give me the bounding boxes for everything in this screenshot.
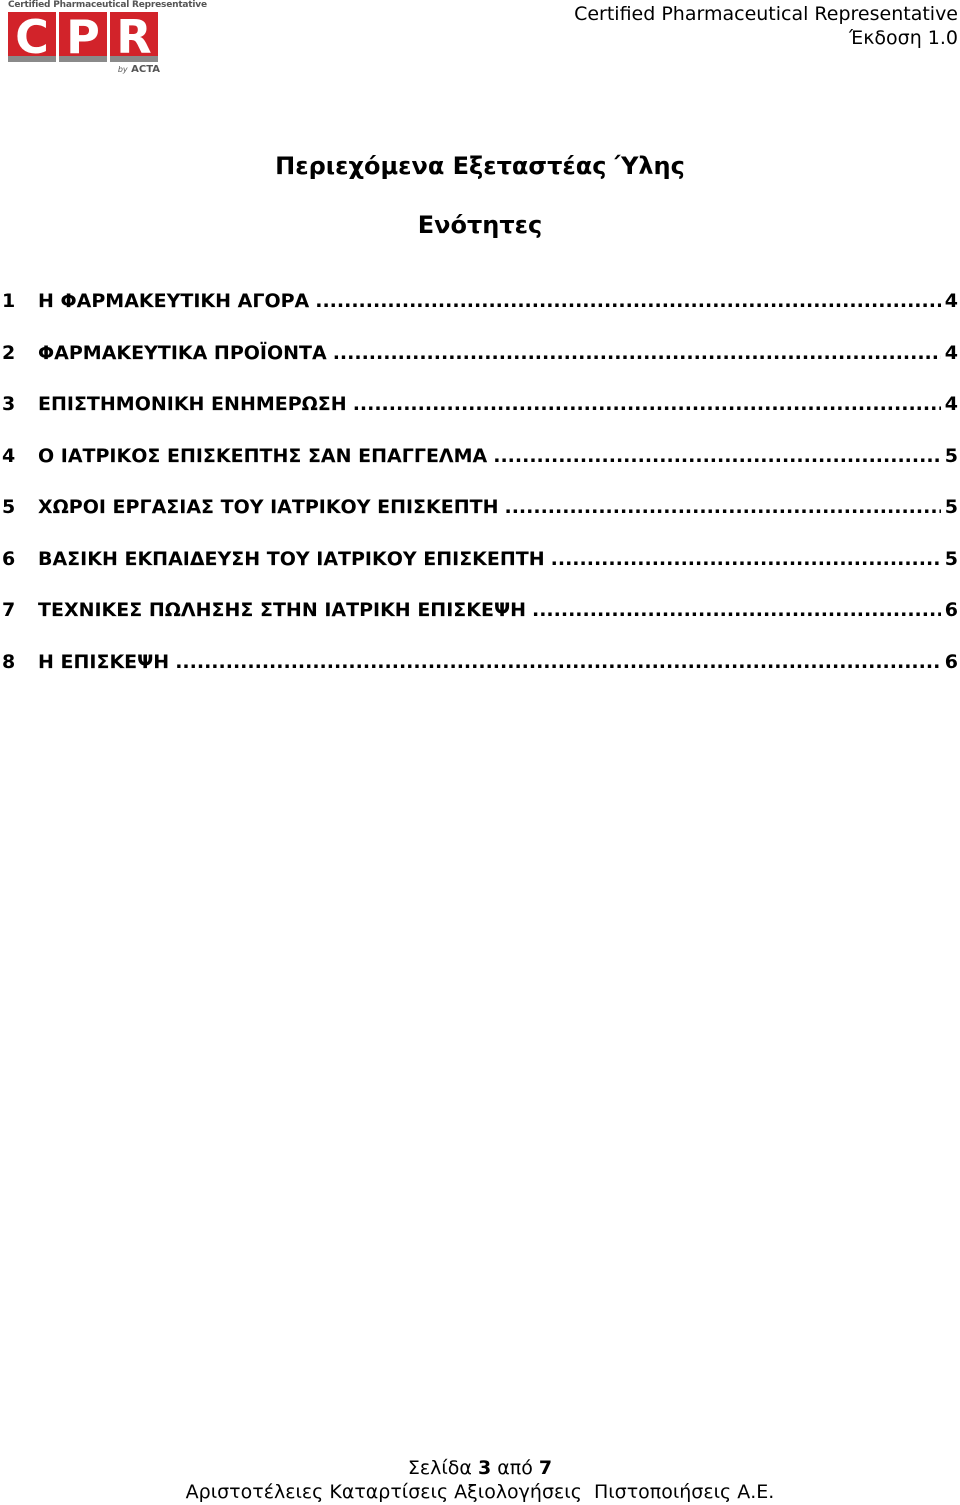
logo-letters bbox=[8, 12, 162, 62]
toc-title: Ο ΙΑΤΡΙΚΟΣ ΕΠΙΣΚΕΠΤΗΣ ΣΑΝ ΕΠΑΓΓΕΛΜΑ bbox=[38, 444, 488, 467]
toc-leader-dots bbox=[175, 651, 941, 673]
company-name: Αριστοτέλειες Καταρτίσεις Αξιολογήσεις Πιστοποιήσεις Α.Ε. bbox=[185, 1481, 775, 1503]
toc-title: ΦΑΡΜΑΚΕΥΤΙΚΑ ΠΡΟΪΟΝΤΑ bbox=[38, 341, 327, 364]
document-title: Certified Pharmaceutical Representative bbox=[574, 3, 958, 25]
toc-page-number: 6 bbox=[944, 599, 958, 621]
section-heading: Ενότητες bbox=[417, 211, 543, 239]
toc-number: 1 bbox=[2, 290, 16, 312]
toc-entry[interactable] bbox=[0, 342, 958, 394]
toc-entry[interactable] bbox=[0, 651, 958, 703]
toc-leader-dots bbox=[315, 290, 941, 312]
toc-number: 7 bbox=[2, 599, 16, 621]
page-title: Περιεχόμενα Εξεταστέας Ύλης bbox=[275, 152, 685, 180]
toc-leader-dots bbox=[504, 496, 940, 518]
logo-letter-p: P bbox=[59, 12, 107, 62]
toc-number: 3 bbox=[2, 393, 16, 415]
page-prefix: Σελίδα bbox=[407, 1457, 472, 1479]
logo-by-brand: ACTA bbox=[131, 64, 160, 75]
toc-number: 8 bbox=[2, 650, 16, 673]
toc-entry[interactable] bbox=[0, 290, 958, 342]
cpr-logo bbox=[8, 0, 207, 78]
toc-leader-dots bbox=[353, 393, 941, 415]
toc-title: ΧΩΡΟΙ ΕΡΓΑΣΙΑΣ ΤΟΥ ΙΑΤΡΙΚΟΥ ΕΠΙΣΚΕΠΤΗ bbox=[38, 496, 499, 518]
toc-number: 6 bbox=[2, 547, 16, 570]
toc-number: 4 bbox=[2, 444, 16, 467]
toc-page-number: 6 bbox=[944, 650, 958, 673]
toc-entry[interactable] bbox=[0, 445, 958, 497]
toc-page-number: 4 bbox=[944, 393, 958, 415]
toc-title: Η ΦΑΡΜΑΚΕΥΤΙΚΗ ΑΓΟΡΑ bbox=[38, 290, 310, 312]
toc-page-number: 4 bbox=[944, 290, 958, 312]
logo-letter-r: R bbox=[110, 12, 158, 62]
toc-leader-dots bbox=[493, 445, 941, 467]
toc-page-number: 5 bbox=[944, 496, 958, 518]
toc-entry[interactable] bbox=[0, 393, 958, 445]
toc-page-number: 5 bbox=[944, 547, 958, 570]
toc-title: ΕΠΙΣΤΗΜΟΝΙΚΗ ΕΝΗΜΕΡΩΣΗ bbox=[38, 393, 347, 415]
toc-page-number: 4 bbox=[944, 341, 958, 364]
toc-entry[interactable] bbox=[0, 496, 958, 548]
document-version: Έκδοση 1.0 bbox=[849, 27, 958, 49]
toc-number: 2 bbox=[2, 341, 16, 364]
logo-byline bbox=[118, 64, 160, 75]
page-counter bbox=[0, 1456, 960, 1480]
logo-tagline: Certified Pharmaceutical Representative bbox=[8, 0, 207, 10]
toc-entry[interactable] bbox=[0, 599, 958, 651]
toc-leader-dots bbox=[333, 342, 941, 364]
logo-by-prefix: by bbox=[117, 65, 128, 74]
page-current: 3 bbox=[478, 1457, 492, 1479]
document-header bbox=[574, 2, 958, 50]
toc-leader-dots bbox=[551, 548, 941, 570]
toc-title: ΤΕΧΝΙΚΕΣ ΠΩΛΗΣΗΣ ΣΤΗΝ ΙΑΤΡΙΚΗ ΕΠΙΣΚΕΨΗ bbox=[38, 599, 526, 621]
toc-leader-dots bbox=[532, 599, 941, 621]
toc-title: ΒΑΣΙΚΗ ΕΚΠΑΙΔΕΥΣΗ ΤΟΥ ΙΑΤΡΙΚΟΥ ΕΠΙΣΚΕΠΤΗ bbox=[38, 547, 545, 570]
logo-letter-c: C bbox=[8, 12, 56, 62]
toc-number: 5 bbox=[2, 496, 16, 518]
page-total: 7 bbox=[538, 1457, 553, 1479]
page-of: από bbox=[497, 1457, 533, 1479]
toc-title: Η ΕΠΙΣΚΕΨΗ bbox=[38, 650, 170, 673]
table-of-contents bbox=[0, 290, 958, 702]
toc-page-number: 5 bbox=[944, 444, 958, 467]
toc-entry[interactable] bbox=[0, 548, 958, 600]
